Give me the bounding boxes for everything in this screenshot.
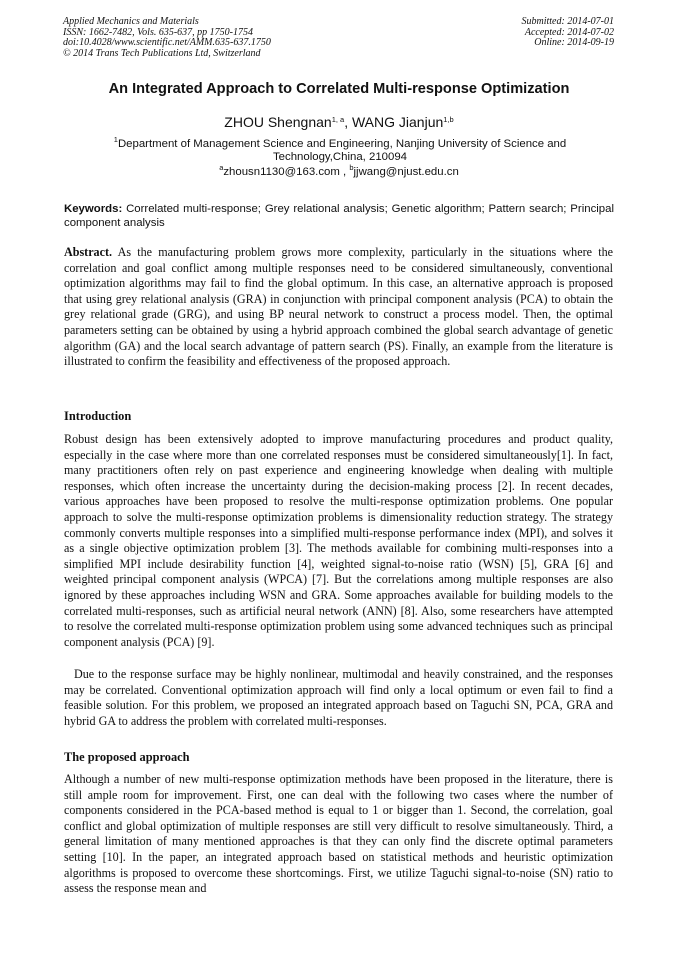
author-2-superscript: 1,b bbox=[443, 115, 454, 124]
affiliation bbox=[85, 135, 595, 165]
introduction-paragraph-2 bbox=[64, 667, 613, 729]
author-1-superscript: 1, a bbox=[331, 115, 345, 124]
journal-header-left bbox=[63, 17, 271, 59]
affiliation-text: Department of Management Science and Engineering, Nanjing University of Science and Technology,China, 210094 bbox=[117, 138, 567, 164]
author-line bbox=[0, 114, 678, 130]
submitted-date: Submitted: 2014-07-01 bbox=[521, 16, 614, 27]
introduction-p1-text: Robust design has been extensively adopted to improve manufacturing procedures and product quality, especially in the case where more than one correlated responses must be considered simultaneously[1]. In fact, many practitioners often rely on past experience and engineering knowledge when dealing with multiple responses, which often increase the uncertainty during the decision-making process [2]. In recent decades, various approaches have been proposed to resolve the multi-response optimization problems. One popular approach to solve the multi-response optimization problems is dimensionality reduction strategy. The strategy commonly converts multiple responses into a simplified multi-response performance index (MPI), and solves it as a single objective optimization problem [3]. The methods available for combining multi-responses into a simplified MPI include desirability function [4], weighted signal-to-noise ratio (WSN) [5], GRA [6] and weighted principal component analysis (WPCA) [7]. But the correlations among multiple responses are also ignored by these approaches including WSN and GRA. Some approaches available for building models to the correlated multi-responses, such as artificial neural network (ANN) [8]. Also, some researchers have attempted to resolve the correlated multi-response optimization problem using some advanced techniques such as principal component analysis (PCA) [9]. bbox=[64, 432, 613, 649]
journal-header-right bbox=[522, 17, 615, 49]
keywords-label: Keywords: bbox=[64, 203, 123, 215]
proposed-p1-text: Although a number of new multi-response optimization methods have been proposed in the literature, there is still ample room for improvement. First, one can deal with the following two cases where the number of components considered in the PCA-based method is equal to 1 or bigger than 1. Second, the correlation, goal conflict and global optimization of multiple responses are still very difficult to resolve simultaneously. Third, a general limitation of many mentioned approaches is that they can only find the discrete optimal parameters setting [10]. In the paper, an integrated approach based on statistical methods and heuristic optimization algorithms is proposed to overcome these shortcomings. First, we utilize Taguchi signal-to-noise (SN) ratio to assess the response mean and bbox=[64, 772, 613, 896]
accepted-date: Accepted: 2014-07-02 bbox=[524, 26, 614, 38]
introduction-paragraph-1 bbox=[64, 432, 613, 650]
abstract-text: As the manufacturing problem grows more complexity, particularly in the situations where the correlation and goal conflict among multiple responses need to be considered simultaneously, conventional optimization algorithms may fail to find the global optimum. In this case, an alternative approach is proposed that using grey relational analysis (GRA) in conjunction with principal component analysis (PCA) to obtain the grey relational grade (GRG), and using BP neural network to construct a process model. Then, the optimal parameters setting can be obtained by using a hybrid approach combined the global search advantage of genetic algorithm (GA) and the local search advantage of pattern search (PS). Finally, an example from the literature is illustrated to confirm the feasibility and effectiveness of the proposed approach. bbox=[64, 245, 613, 369]
email-a: zhousn1130@163.com bbox=[223, 166, 340, 178]
introduction-p2-text: Due to the response surface may be highly nonlinear, multimodal and heavily constrained, and the responses may be correlated. Conventional optimization approach will find only a local optimum or even fail to find a feasible solution. For this problem, we proposed an integrated approach based on Taguchi SN, PCA, GRA and hybrid GA to address the problem with correlated multi-responses. bbox=[64, 667, 613, 728]
issn-line: ISSN: 1662-7482, Vols. 635-637, pp 1750-1754 bbox=[63, 26, 253, 38]
abstract-label: Abstract. bbox=[64, 245, 113, 259]
proposed-approach-heading: The proposed approach bbox=[64, 750, 190, 764]
email-line bbox=[0, 163, 678, 178]
keywords-text: Correlated multi-response; Grey relational analysis; Genetic algorithm; Pattern search; Principal component analysis bbox=[64, 203, 614, 230]
proposed-approach-paragraph bbox=[64, 772, 613, 897]
email-b: jjwang@njust.edu.cn bbox=[353, 166, 459, 178]
author-1: ZHOU Shengnan bbox=[224, 114, 332, 130]
copyright-line: © 2014 Trans Tech Publications Ltd, Switzerland bbox=[63, 47, 261, 59]
paper-title: An Integrated Approach to Correlated Multi-response Optimization bbox=[108, 81, 570, 97]
author-separator: , bbox=[344, 114, 352, 130]
email-b-superscript: b bbox=[349, 163, 354, 172]
affiliation-superscript: 1 bbox=[113, 135, 118, 144]
online-date: Online: 2014-09-19 bbox=[534, 37, 614, 49]
doi-line: doi:10.4028/www.scientific.net/AMM.635-637.1750 bbox=[63, 37, 271, 49]
author-2: WANG Jianjun bbox=[351, 114, 444, 130]
journal-name: Applied Mechanics and Materials bbox=[63, 16, 199, 27]
email-a-superscript: a bbox=[219, 163, 224, 172]
keywords bbox=[64, 202, 614, 230]
introduction-heading: Introduction bbox=[64, 409, 132, 423]
abstract bbox=[64, 245, 613, 370]
email-separator: , bbox=[339, 166, 350, 178]
